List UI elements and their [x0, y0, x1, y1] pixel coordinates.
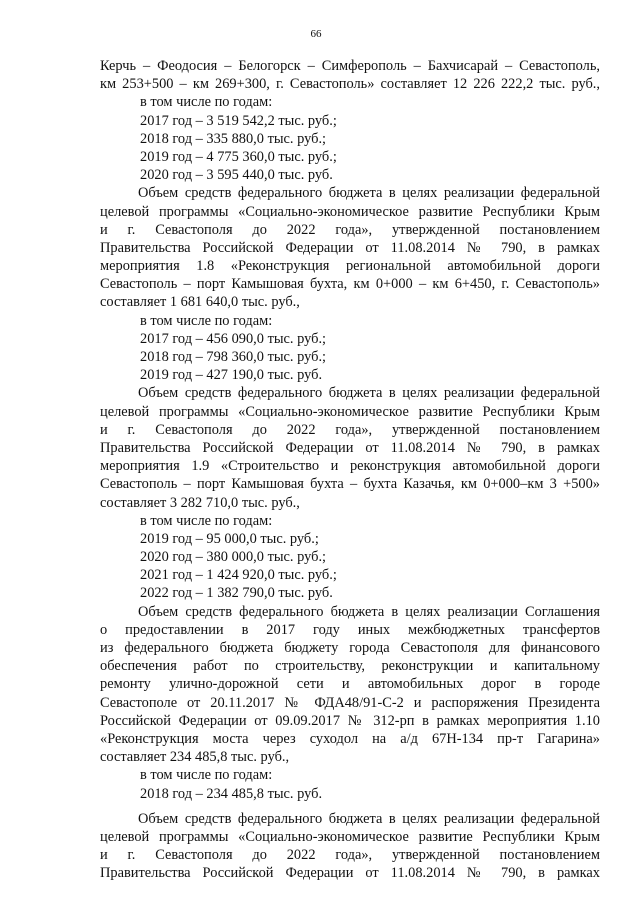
text-line: целевой программы «Социально-экономическое развитие Республики Крым: [100, 403, 600, 420]
text-line: составляет 234 485,8 тыс. руб.,: [100, 749, 290, 766]
text-line: 2019 год – 95 000,0 тыс. руб.;: [140, 530, 319, 547]
text-line: 2022 год – 1 382 790,0 тыс. руб.: [140, 585, 333, 602]
text-line: Правительства Российской Федерации от 11.08.2014 № 790, в рамках: [100, 865, 600, 882]
text-line: Севастополе от 20.11.2017 № ФДА48/91-С-2 и распоряжения Президента: [100, 694, 600, 711]
text-line: Объем средств федерального бюджета в целях реализации федеральной: [138, 185, 600, 202]
text-line: целевой программы «Социально-экономическое развитие Республики Крым: [100, 203, 600, 220]
page-number: 66: [310, 28, 322, 40]
text-line: ремонту улично-дорожной сети и автомобильных дорог в городе: [100, 676, 600, 693]
text-line: о предоставлении в 2017 году иных межбюджетных трансфертов: [100, 621, 600, 638]
text-line: 2020 год – 380 000,0 тыс. руб.;: [140, 549, 327, 566]
text-line: из федерального бюджета бюджету города Севастополя для финансового: [100, 640, 600, 656]
text-line: Правительства Российской Федерации от 11.08.2014 № 790, в рамках: [100, 439, 600, 456]
text-line: в том числе по годам:: [140, 312, 273, 329]
text-line: 2018 год – 234 485,8 тыс. руб.: [140, 785, 323, 802]
text-line: км 253+500 – км 269+300, г. Севастополь» составляет 12 226 222,2 тыс. руб.,: [100, 76, 600, 93]
text-line: Правительства Российской Федерации от 11.08.2014 № 790, в рамках: [100, 239, 600, 256]
text-line: 2018 год – 798 360,0 тыс. руб.;: [140, 349, 327, 365]
text-line: Объем средств федерального бюджета в целях реализации Соглашения: [138, 603, 600, 620]
text-line: «Реконструкция моста через суходол на а/д 67Н-134 пр-т Гагарина»: [100, 730, 600, 747]
text-line: в том числе по годам:: [140, 767, 273, 784]
text-line: 2019 год – 427 190,0 тыс. руб.: [140, 367, 323, 384]
text-line: Объем средств федерального бюджета в целях реализации федеральной: [138, 810, 600, 827]
text-line: и г. Севастополя до 2022 года», утвержденной постановлением: [100, 221, 600, 238]
text-line: 2021 год – 1 424 920,0 тыс. руб.;: [140, 567, 337, 584]
text-line: Керчь – Феодосия – Белогорск – Симферополь – Бахчисарай – Севастополь,: [100, 58, 600, 74]
text-line: целевой программы «Социально-экономическое развитие Республики Крым: [100, 828, 600, 845]
document-body: [100, 57, 600, 882]
text-line: мероприятия 1.8 «Реконструкция региональной автомобильной дороги: [100, 258, 600, 275]
text-line: Объем средств федерального бюджета в целях реализации федеральной: [138, 385, 600, 402]
text-line: в том числе по годам:: [140, 512, 273, 529]
text-line: Севастополь – порт Камышовая бухта – бухта Казачья, км 0+000–км 3 +500»: [100, 476, 600, 493]
text-line: и г. Севастополя до 2022 года», утвержденной постановлением: [100, 421, 600, 438]
text-line: 2018 год – 335 880,0 тыс. руб.;: [140, 130, 327, 147]
text-line: Российской Федерации от 09.09.2017 № 312-рп в рамках мероприятия 1.10: [100, 712, 600, 729]
text-line: составляет 3 282 710,0 тыс. руб.,: [100, 494, 300, 511]
text-line: составляет 1 681 640,0 тыс. руб.,: [100, 294, 300, 311]
text-line: 2017 год – 456 090,0 тыс. руб.;: [140, 330, 327, 347]
text-line: и г. Севастополя до 2022 года», утвержденной постановлением: [100, 847, 600, 864]
text-line: 2017 год – 3 519 542,2 тыс. руб.;: [140, 112, 337, 129]
text-line: 2020 год – 3 595 440,0 тыс. руб.: [140, 167, 333, 184]
text-line: обеспечения работ по строительству, реконструкции и капитальному: [100, 658, 600, 675]
text-line: мероприятия 1.9 «Строительство и реконструкция автомобильной дороги: [100, 458, 600, 475]
text-line: в том числе по годам:: [140, 94, 273, 111]
paragraph-gap: [100, 803, 600, 810]
text-line: Севастополь – порт Камышовая бухта, км 0+000 – км 6+450, г. Севастополь»: [100, 276, 600, 293]
text-line: 2019 год – 4 775 360,0 тыс. руб.;: [140, 148, 337, 165]
